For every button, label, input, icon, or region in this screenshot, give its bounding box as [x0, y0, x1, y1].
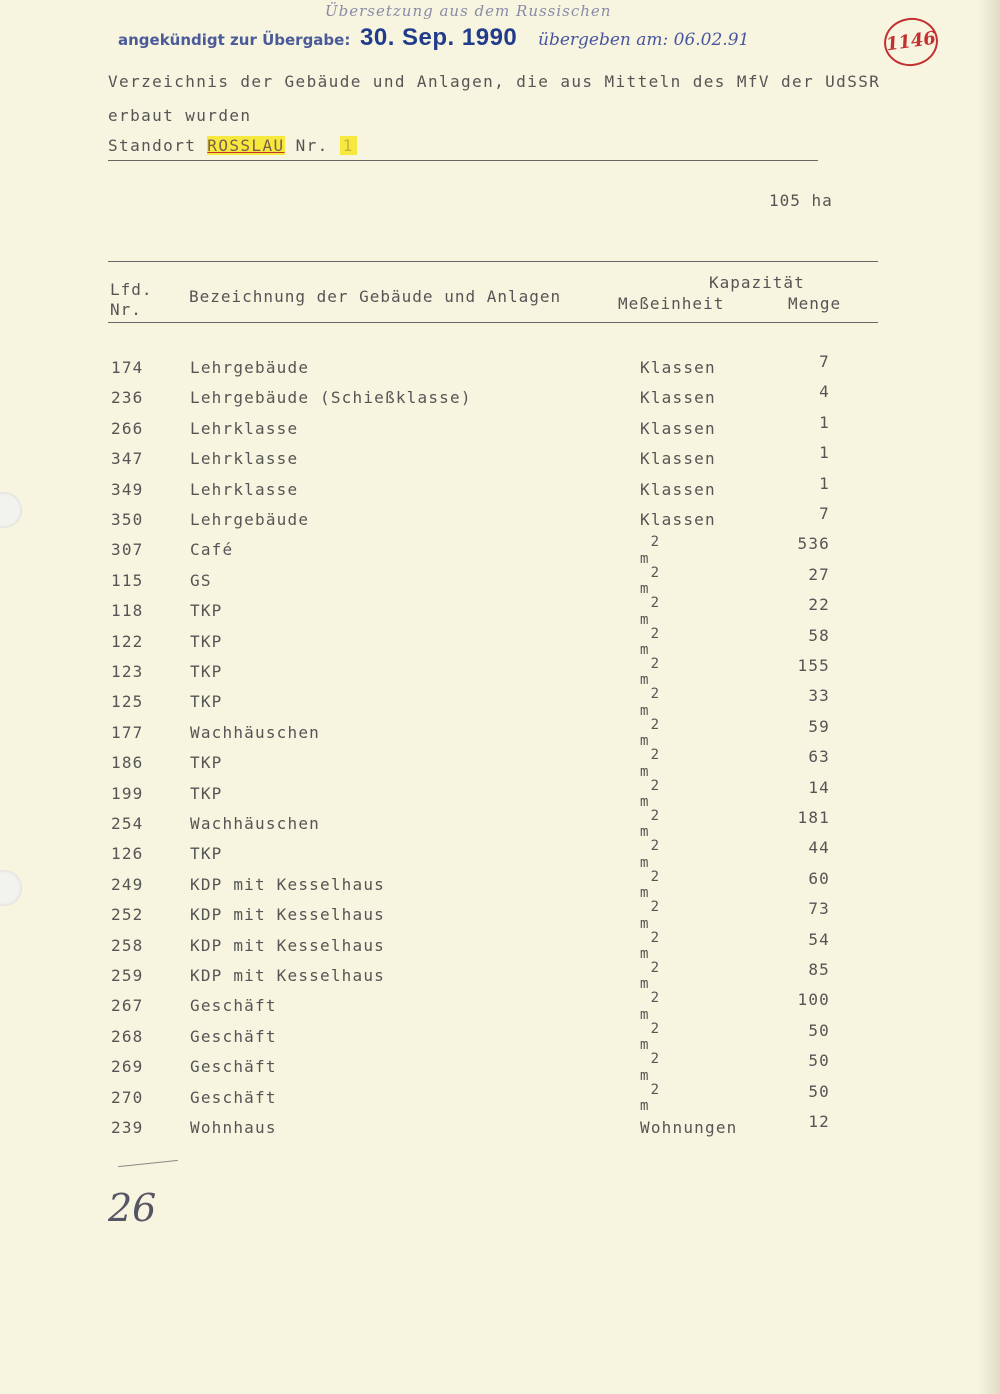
row-quantity: 85 [808, 960, 830, 979]
row-quantity: 7 [819, 352, 830, 371]
row-quantity: 536 [797, 534, 830, 554]
table-row [0, 595, 1000, 631]
location-line [108, 136, 357, 155]
row-unit: $m^2$ [640, 595, 661, 628]
row-description: TKP [190, 783, 223, 803]
row-number: 199 [111, 783, 144, 803]
row-number: 125 [111, 692, 144, 712]
handwritten-translation-note: Übersetzung aus dem Russischen [325, 2, 612, 20]
row-quantity: 155 [797, 656, 830, 675]
row-number: 239 [111, 1118, 144, 1137]
row-unit: $m^2$ [640, 960, 661, 993]
row-quantity: 27 [808, 564, 830, 584]
header-lfd: Lfd. [110, 280, 153, 299]
row-description: Wohnhaus [190, 1118, 277, 1137]
table-row [0, 504, 1000, 540]
row-quantity: 50 [808, 1051, 830, 1071]
row-unit: $m^2$ [640, 1051, 661, 1084]
table-row [0, 899, 1000, 935]
stamp-date: 30. Sep. 1990 [360, 24, 518, 51]
folio-number-circle: 1146 [881, 14, 941, 69]
row-unit: $m^2$ [640, 1020, 661, 1054]
table-row [0, 564, 1000, 601]
row-description: TKP [190, 631, 223, 651]
row-quantity: 73 [808, 899, 830, 919]
row-description: Lehrklasse [190, 479, 299, 499]
row-quantity: 60 [808, 868, 830, 888]
table-row [0, 929, 1000, 966]
row-number: 252 [111, 905, 144, 925]
row-unit: Klassen [640, 510, 716, 529]
row-description: Lehrklasse [190, 418, 299, 438]
row-number: 270 [111, 1087, 144, 1107]
document-title-line-2: erbaut wurden [108, 106, 252, 125]
row-number: 249 [111, 874, 144, 894]
row-description: Café [190, 540, 234, 560]
handwritten-handover-date: übergeben am: 06.02.91 [538, 30, 750, 50]
row-description: Lehrgebäude [190, 358, 310, 377]
row-description: Wachhäuschen [190, 722, 320, 742]
row-number: 269 [111, 1057, 144, 1077]
row-description: KDP mit Kesselhaus [190, 935, 385, 955]
row-quantity: 59 [808, 716, 830, 736]
table-row [0, 473, 1000, 510]
row-description: Wachhäuschen [190, 814, 320, 833]
row-unit: $m^2$ [640, 625, 661, 658]
row-description: Geschäft [190, 1026, 277, 1046]
row-quantity: 50 [808, 1020, 830, 1040]
row-unit: Klassen [640, 418, 716, 438]
table-header-rule [108, 322, 878, 323]
location-name: ROSSLAU [207, 136, 285, 155]
row-number: 122 [111, 631, 144, 651]
location-prefix: Standort [108, 136, 208, 155]
row-number: 177 [111, 722, 144, 742]
row-quantity: 7 [819, 504, 830, 523]
row-description: Geschäft [190, 1057, 277, 1077]
row-unit: $m^2$ [640, 564, 661, 598]
table-row [0, 777, 1000, 814]
table-row [0, 686, 1000, 722]
row-description: GS [190, 570, 212, 590]
row-quantity: 50 [808, 1081, 830, 1101]
row-quantity: 14 [808, 777, 830, 797]
row-unit: $m^2$ [640, 747, 661, 780]
row-unit: $m^2$ [640, 777, 661, 810]
row-quantity: 1 [819, 473, 830, 493]
location-number: 1 [340, 136, 357, 155]
table-row [0, 656, 1000, 692]
header-nr: Nr. [110, 300, 142, 319]
row-unit: Klassen [640, 358, 716, 377]
row-number: 236 [111, 388, 144, 408]
row-description: Geschäft [190, 996, 277, 1016]
row-description: Lehrgebäude (Schießklasse) [190, 388, 472, 408]
row-number: 174 [111, 358, 144, 377]
row-quantity: 1 [819, 443, 830, 463]
table-row [0, 747, 1000, 783]
row-unit: $m^2$ [640, 808, 661, 841]
table-row [0, 1081, 1000, 1118]
row-quantity: 181 [797, 808, 830, 827]
row-description: TKP [190, 844, 223, 864]
row-unit: $m^2$ [640, 656, 661, 689]
table-row [0, 625, 1000, 662]
table-row [0, 838, 1000, 874]
table-row [0, 1112, 1000, 1148]
row-description: TKP [190, 692, 223, 712]
pencil-stroke [118, 1160, 178, 1167]
row-number: 118 [111, 601, 144, 621]
table-row [0, 1020, 1000, 1057]
row-unit: Wohnungen [640, 1118, 738, 1137]
row-number: 347 [111, 449, 144, 469]
table-row [0, 960, 1000, 996]
row-quantity: 22 [808, 595, 830, 615]
table-row [0, 412, 1000, 449]
row-number: 350 [111, 510, 144, 529]
row-description: Lehrgebäude [190, 510, 310, 529]
header-messeinheit: Meßeinheit [618, 294, 725, 313]
row-number: 267 [111, 996, 144, 1016]
row-quantity: 44 [808, 838, 830, 858]
row-number: 115 [111, 570, 144, 590]
row-quantity: 12 [808, 1112, 830, 1131]
row-number: 268 [111, 1026, 144, 1046]
row-unit: $m^2$ [640, 534, 661, 567]
row-unit: $m^2$ [640, 686, 661, 719]
header-bezeichnung: Bezeichnung der Gebäude und Anlagen [189, 287, 562, 306]
row-unit: $m^2$ [640, 1081, 661, 1114]
area-size: 105 ha [769, 191, 833, 210]
header-kapazitaet: Kapazität [709, 273, 805, 292]
row-quantity: 33 [808, 686, 830, 706]
header-menge: Menge [788, 294, 842, 313]
row-number: 254 [111, 814, 144, 833]
row-description: KDP mit Kesselhaus [190, 874, 385, 894]
row-unit: Klassen [640, 449, 716, 469]
row-description: TKP [190, 601, 223, 621]
table-row [0, 716, 1000, 753]
row-unit: $m^2$ [640, 838, 661, 871]
table-row [0, 352, 1000, 388]
row-description: KDP mit Kesselhaus [190, 966, 385, 985]
stamp-label: angekündigt zur Übergabe: [118, 31, 351, 49]
document-title-line-1: Verzeichnis der Gebäude und Anlagen, die aus Mitteln des MfV der UdSSR [108, 72, 881, 91]
row-unit: Klassen [640, 388, 716, 408]
table-row [0, 382, 1000, 418]
row-number: 266 [111, 418, 144, 438]
table-top-rule [108, 261, 878, 262]
handwritten-page-number: 26 [108, 1186, 157, 1230]
row-unit: $m^2$ [640, 990, 661, 1023]
row-quantity: 1 [819, 412, 830, 432]
row-quantity: 100 [797, 990, 830, 1010]
row-description: TKP [190, 753, 223, 773]
location-nr-label: Nr. [284, 136, 340, 155]
row-number: 258 [111, 935, 144, 955]
row-number: 259 [111, 966, 144, 985]
table-row [0, 534, 1000, 570]
row-number: 186 [111, 753, 144, 773]
table-row [0, 868, 1000, 905]
row-unit: $m^2$ [640, 868, 661, 902]
row-unit: Klassen [640, 479, 716, 499]
table-row [0, 1051, 1000, 1087]
table-row [0, 443, 1000, 479]
row-description: Lehrklasse [190, 449, 299, 469]
table-row [0, 990, 1000, 1026]
row-description: TKP [190, 662, 223, 681]
row-unit: $m^2$ [640, 929, 661, 962]
row-description: KDP mit Kesselhaus [190, 905, 385, 925]
row-quantity: 63 [808, 747, 830, 767]
row-unit: $m^2$ [640, 899, 661, 932]
row-number: 307 [111, 540, 144, 560]
row-unit: $m^2$ [640, 716, 661, 750]
row-number: 123 [111, 662, 144, 681]
table-row [0, 808, 1000, 844]
row-number: 126 [111, 844, 144, 864]
row-number: 349 [111, 479, 144, 499]
title-underline [108, 160, 818, 161]
row-quantity: 4 [819, 382, 830, 402]
row-quantity: 54 [808, 929, 830, 949]
row-quantity: 58 [808, 625, 830, 645]
row-description: Geschäft [190, 1087, 277, 1107]
